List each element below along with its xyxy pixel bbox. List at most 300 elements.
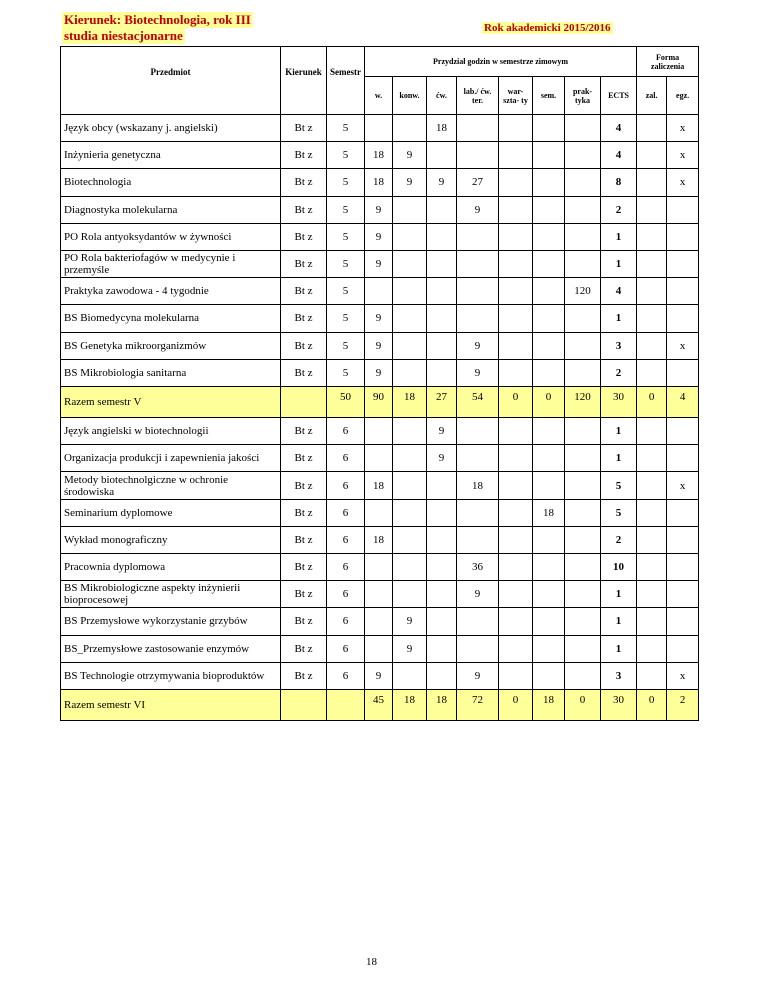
cell-cw: 18 (427, 689, 457, 720)
cell-semester: 50 (327, 386, 365, 417)
cell-sem (533, 662, 565, 689)
cell-warsztaty (499, 359, 533, 386)
cell-ects: 1 (601, 445, 637, 472)
cell-lab (457, 526, 499, 553)
cell-zal (637, 526, 667, 553)
cell-w: 90 (365, 386, 393, 417)
cell-cw (427, 142, 457, 169)
cell-semester: 5 (327, 142, 365, 169)
cell-warsztaty (499, 142, 533, 169)
cell-lab: 18 (457, 472, 499, 499)
cell-warsztaty (499, 278, 533, 305)
cell-w: 18 (365, 169, 393, 196)
cell-ects: 4 (601, 142, 637, 169)
cell-zal (637, 662, 667, 689)
cell-subject: PO Rola antyoksydantów w żywności (61, 223, 281, 250)
cell-lab (457, 305, 499, 332)
table-row (61, 142, 699, 169)
cell-ects: 10 (601, 554, 637, 581)
cell-lab (457, 635, 499, 662)
cell-warsztaty (499, 445, 533, 472)
cell-w (365, 278, 393, 305)
cell-egz: 2 (667, 689, 699, 720)
cell-ects: 4 (601, 278, 637, 305)
cell-konw (393, 332, 427, 359)
cell-subject: BS Mikrobiologiczne aspekty inżynierii bioprocesowej (61, 581, 281, 608)
cell-zal (637, 581, 667, 608)
cell-semester: 6 (327, 635, 365, 662)
cell-egz: x (667, 472, 699, 499)
cell-warsztaty (499, 332, 533, 359)
cell-zal: 0 (637, 386, 667, 417)
cell-konw (393, 662, 427, 689)
cell-warsztaty: 0 (499, 689, 533, 720)
cell-sem (533, 332, 565, 359)
cell-w: 9 (365, 305, 393, 332)
cell-egz (667, 359, 699, 386)
table-row (61, 662, 699, 689)
col-lab: lab./ ćw. ter. (457, 77, 499, 115)
cell-cw (427, 278, 457, 305)
cell-cw (427, 332, 457, 359)
cell-field: Bt z (281, 662, 327, 689)
cell-lab: 36 (457, 554, 499, 581)
cell-subject: BS Przemysłowe wykorzystanie grzybów (61, 608, 281, 635)
cell-konw: 9 (393, 142, 427, 169)
cell-sem (533, 223, 565, 250)
cell-w (365, 445, 393, 472)
cell-cw: 9 (427, 169, 457, 196)
cell-semester: 5 (327, 278, 365, 305)
table-row (61, 223, 699, 250)
summary-row (61, 386, 699, 417)
cell-subject: BS Biomedycyna molekularna (61, 305, 281, 332)
cell-ects: 1 (601, 250, 637, 277)
col-w: w. (365, 77, 393, 115)
cell-praktyka (565, 142, 601, 169)
cell-sem (533, 608, 565, 635)
cell-praktyka (565, 499, 601, 526)
cell-ects: 3 (601, 662, 637, 689)
cell-zal (637, 332, 667, 359)
cell-ects: 2 (601, 526, 637, 553)
cell-konw: 18 (393, 386, 427, 417)
cell-field: Bt z (281, 608, 327, 635)
cell-ects: 1 (601, 305, 637, 332)
cell-warsztaty (499, 608, 533, 635)
cell-konw: 18 (393, 689, 427, 720)
cell-subject: Organizacja produkcji i zapewnienia jakości (61, 445, 281, 472)
cell-subject: BS Mikrobiologia sanitarna (61, 359, 281, 386)
col-warsztaty: war- szta- ty (499, 77, 533, 115)
cell-subject: BS_Przemysłowe zastosowanie enzymów (61, 635, 281, 662)
cell-field: Bt z (281, 554, 327, 581)
cell-egz: x (667, 142, 699, 169)
cell-w: 9 (365, 332, 393, 359)
table-row (61, 499, 699, 526)
cell-warsztaty (499, 223, 533, 250)
cell-field: Bt z (281, 142, 327, 169)
cell-lab: 9 (457, 662, 499, 689)
table-row (61, 305, 699, 332)
cell-semester: 6 (327, 526, 365, 553)
table-row (61, 608, 699, 635)
col-ects: ECTS (601, 77, 637, 115)
cell-praktyka: 120 (565, 278, 601, 305)
cell-subject: Pracownia dyplomowa (61, 554, 281, 581)
cell-field (281, 386, 327, 417)
cell-egz (667, 608, 699, 635)
cell-konw (393, 526, 427, 553)
cell-egz (667, 418, 699, 445)
table-row (61, 332, 699, 359)
cell-sem (533, 635, 565, 662)
page-heading (62, 12, 253, 44)
cell-egz (667, 196, 699, 223)
cell-cw (427, 472, 457, 499)
academic-year: Rok akademicki 2015/2016 (484, 22, 611, 34)
cell-field: Bt z (281, 169, 327, 196)
cell-field: Bt z (281, 250, 327, 277)
table-row (61, 169, 699, 196)
cell-egz (667, 278, 699, 305)
cell-cw: 18 (427, 115, 457, 142)
cell-warsztaty (499, 526, 533, 553)
cell-warsztaty (499, 305, 533, 332)
cell-sem (533, 526, 565, 553)
cell-w: 18 (365, 472, 393, 499)
cell-w (365, 581, 393, 608)
cell-praktyka (565, 581, 601, 608)
cell-warsztaty (499, 196, 533, 223)
cell-egz: x (667, 169, 699, 196)
cell-cw (427, 223, 457, 250)
cell-sem (533, 581, 565, 608)
cell-lab (457, 608, 499, 635)
cell-praktyka: 0 (565, 689, 601, 720)
cell-w (365, 115, 393, 142)
cell-semester: 6 (327, 554, 365, 581)
cell-subject: BS Genetyka mikroorganizmów (61, 332, 281, 359)
cell-subject: Seminarium dyplomowe (61, 499, 281, 526)
cell-lab (457, 223, 499, 250)
cell-praktyka (565, 554, 601, 581)
cell-warsztaty (499, 662, 533, 689)
summary-row (61, 689, 699, 720)
cell-ects: 2 (601, 359, 637, 386)
cell-lab (457, 142, 499, 169)
cell-sem: 18 (533, 499, 565, 526)
cell-sem (533, 278, 565, 305)
cell-subject: BS Technologie otrzymywania bioproduktów (61, 662, 281, 689)
col-sem: sem. (533, 77, 565, 115)
cell-cw (427, 196, 457, 223)
heading-line-1: Kierunek: Biotechnologia, rok III (64, 12, 251, 27)
cell-cw (427, 581, 457, 608)
cell-field: Bt z (281, 581, 327, 608)
cell-egz (667, 581, 699, 608)
cell-warsztaty: 0 (499, 386, 533, 417)
cell-ects: 5 (601, 472, 637, 499)
cell-zal (637, 223, 667, 250)
table-row (61, 635, 699, 662)
cell-warsztaty (499, 472, 533, 499)
cell-zal (637, 472, 667, 499)
cell-subject: Biotechnologia (61, 169, 281, 196)
cell-konw (393, 305, 427, 332)
table-row (61, 359, 699, 386)
cell-zal (637, 142, 667, 169)
cell-field: Bt z (281, 359, 327, 386)
cell-praktyka (565, 526, 601, 553)
cell-lab (457, 418, 499, 445)
cell-subject: Razem semestr VI (61, 689, 281, 720)
cell-w: 45 (365, 689, 393, 720)
cell-ects: 1 (601, 418, 637, 445)
cell-sem (533, 250, 565, 277)
cell-semester: 5 (327, 115, 365, 142)
cell-warsztaty (499, 115, 533, 142)
cell-ects: 2 (601, 196, 637, 223)
cell-konw (393, 278, 427, 305)
cell-subject: Inżynieria genetyczna (61, 142, 281, 169)
cell-ects: 1 (601, 223, 637, 250)
cell-subject: Razem semestr V (61, 386, 281, 417)
cell-zal (637, 115, 667, 142)
cell-cw: 27 (427, 386, 457, 417)
cell-praktyka: 120 (565, 386, 601, 417)
cell-sem: 18 (533, 689, 565, 720)
cell-cw (427, 499, 457, 526)
cell-field: Bt z (281, 418, 327, 445)
cell-sem (533, 554, 565, 581)
table-row (61, 445, 699, 472)
cell-cw (427, 608, 457, 635)
cell-semester: 6 (327, 662, 365, 689)
cell-praktyka (565, 196, 601, 223)
cell-zal (637, 499, 667, 526)
col-zal: zal. (637, 77, 667, 115)
cell-praktyka (565, 445, 601, 472)
cell-sem (533, 169, 565, 196)
cell-praktyka (565, 359, 601, 386)
cell-egz (667, 554, 699, 581)
cell-lab: 9 (457, 196, 499, 223)
table-row (61, 278, 699, 305)
cell-cw: 9 (427, 445, 457, 472)
cell-field: Bt z (281, 305, 327, 332)
cell-semester: 5 (327, 196, 365, 223)
cell-semester: 5 (327, 305, 365, 332)
table-row (61, 581, 699, 608)
cell-konw (393, 359, 427, 386)
heading-line-2: studia niestacjonarne (64, 28, 183, 43)
cell-lab (457, 499, 499, 526)
cell-subject: Metody biotechnolgiczne w ochronie środowiska (61, 472, 281, 499)
cell-egz (667, 635, 699, 662)
cell-zal: 0 (637, 689, 667, 720)
table-row (61, 418, 699, 445)
col-praktyka: prak- tyka (565, 77, 601, 115)
cell-sem (533, 418, 565, 445)
cell-semester: 6 (327, 445, 365, 472)
cell-semester (327, 689, 365, 720)
cell-praktyka (565, 169, 601, 196)
cell-warsztaty (499, 418, 533, 445)
cell-praktyka (565, 662, 601, 689)
cell-cw (427, 554, 457, 581)
cell-semester: 6 (327, 472, 365, 499)
cell-zal (637, 608, 667, 635)
cell-praktyka (565, 250, 601, 277)
cell-semester: 5 (327, 359, 365, 386)
table-row (61, 472, 699, 499)
cell-konw: 9 (393, 169, 427, 196)
cell-cw (427, 305, 457, 332)
cell-egz (667, 499, 699, 526)
cell-lab (457, 445, 499, 472)
cell-sem: 0 (533, 386, 565, 417)
cell-w: 9 (365, 662, 393, 689)
cell-w (365, 608, 393, 635)
cell-zal (637, 635, 667, 662)
table-row (61, 554, 699, 581)
cell-egz (667, 250, 699, 277)
cell-ects: 30 (601, 689, 637, 720)
cell-sem (533, 305, 565, 332)
cell-praktyka (565, 332, 601, 359)
table-row (61, 196, 699, 223)
cell-konw: 9 (393, 608, 427, 635)
cell-subject: Diagnostyka molekularna (61, 196, 281, 223)
cell-lab (457, 278, 499, 305)
cell-semester: 5 (327, 332, 365, 359)
cell-konw (393, 445, 427, 472)
cell-lab (457, 115, 499, 142)
cell-warsztaty (499, 250, 533, 277)
cell-semester: 6 (327, 499, 365, 526)
cell-w: 18 (365, 526, 393, 553)
cell-w (365, 635, 393, 662)
cell-zal (637, 196, 667, 223)
cell-praktyka (565, 472, 601, 499)
cell-zal (637, 169, 667, 196)
table-row (61, 250, 699, 277)
cell-konw (393, 250, 427, 277)
cell-egz: x (667, 662, 699, 689)
cell-sem (533, 472, 565, 499)
cell-semester: 5 (327, 223, 365, 250)
cell-konw (393, 223, 427, 250)
cell-field (281, 689, 327, 720)
cell-egz: x (667, 115, 699, 142)
cell-egz: x (667, 332, 699, 359)
cell-konw (393, 196, 427, 223)
cell-field: Bt z (281, 635, 327, 662)
page-number: 18 (366, 956, 377, 968)
table-row (61, 115, 699, 142)
cell-lab: 72 (457, 689, 499, 720)
cell-w: 18 (365, 142, 393, 169)
cell-field: Bt z (281, 499, 327, 526)
table-row (61, 526, 699, 553)
cell-w (365, 499, 393, 526)
cell-konw (393, 472, 427, 499)
cell-cw (427, 359, 457, 386)
cell-konw (393, 115, 427, 142)
cell-egz (667, 526, 699, 553)
cell-cw (427, 526, 457, 553)
cell-semester: 6 (327, 608, 365, 635)
cell-ects: 5 (601, 499, 637, 526)
cell-egz (667, 445, 699, 472)
cell-semester: 5 (327, 169, 365, 196)
cell-w: 9 (365, 196, 393, 223)
cell-warsztaty (499, 581, 533, 608)
cell-cw (427, 662, 457, 689)
cell-ects: 8 (601, 169, 637, 196)
cell-cw: 9 (427, 418, 457, 445)
cell-warsztaty (499, 635, 533, 662)
cell-subject: Język obcy (wskazany j. angielski) (61, 115, 281, 142)
cell-egz (667, 223, 699, 250)
cell-subject: PO Rola bakteriofagów w medycynie i przemyśle (61, 250, 281, 277)
col-subject: Przedmiot (61, 47, 281, 115)
cell-warsztaty (499, 169, 533, 196)
col-egz: egz. (667, 77, 699, 115)
cell-sem (533, 359, 565, 386)
cell-praktyka (565, 608, 601, 635)
cell-konw: 9 (393, 635, 427, 662)
cell-zal (637, 278, 667, 305)
cell-konw (393, 418, 427, 445)
cell-semester: 6 (327, 418, 365, 445)
cell-semester: 6 (327, 581, 365, 608)
col-semester: Semestr (327, 47, 365, 115)
cell-field: Bt z (281, 445, 327, 472)
cell-zal (637, 250, 667, 277)
cell-ects: 1 (601, 608, 637, 635)
cell-cw (427, 635, 457, 662)
col-field: Kierunek (281, 47, 327, 115)
cell-lab: 27 (457, 169, 499, 196)
cell-zal (637, 418, 667, 445)
cell-zal (637, 359, 667, 386)
cell-praktyka (565, 418, 601, 445)
cell-field: Bt z (281, 526, 327, 553)
cell-praktyka (565, 223, 601, 250)
cell-lab: 54 (457, 386, 499, 417)
form-group-header: Forma zaliczenia (637, 47, 699, 77)
cell-field: Bt z (281, 278, 327, 305)
cell-semester: 5 (327, 250, 365, 277)
cell-subject: Wykład monograficzny (61, 526, 281, 553)
cell-field: Bt z (281, 196, 327, 223)
cell-field: Bt z (281, 332, 327, 359)
cell-field: Bt z (281, 472, 327, 499)
cell-ects: 30 (601, 386, 637, 417)
cell-konw (393, 554, 427, 581)
hours-group-header: Przydział godzin w semestrze zimowym (365, 47, 637, 77)
cell-egz: 4 (667, 386, 699, 417)
cell-ects: 1 (601, 581, 637, 608)
cell-egz (667, 305, 699, 332)
cell-warsztaty (499, 499, 533, 526)
cell-w (365, 554, 393, 581)
cell-praktyka (565, 305, 601, 332)
cell-sem (533, 142, 565, 169)
cell-field: Bt z (281, 223, 327, 250)
